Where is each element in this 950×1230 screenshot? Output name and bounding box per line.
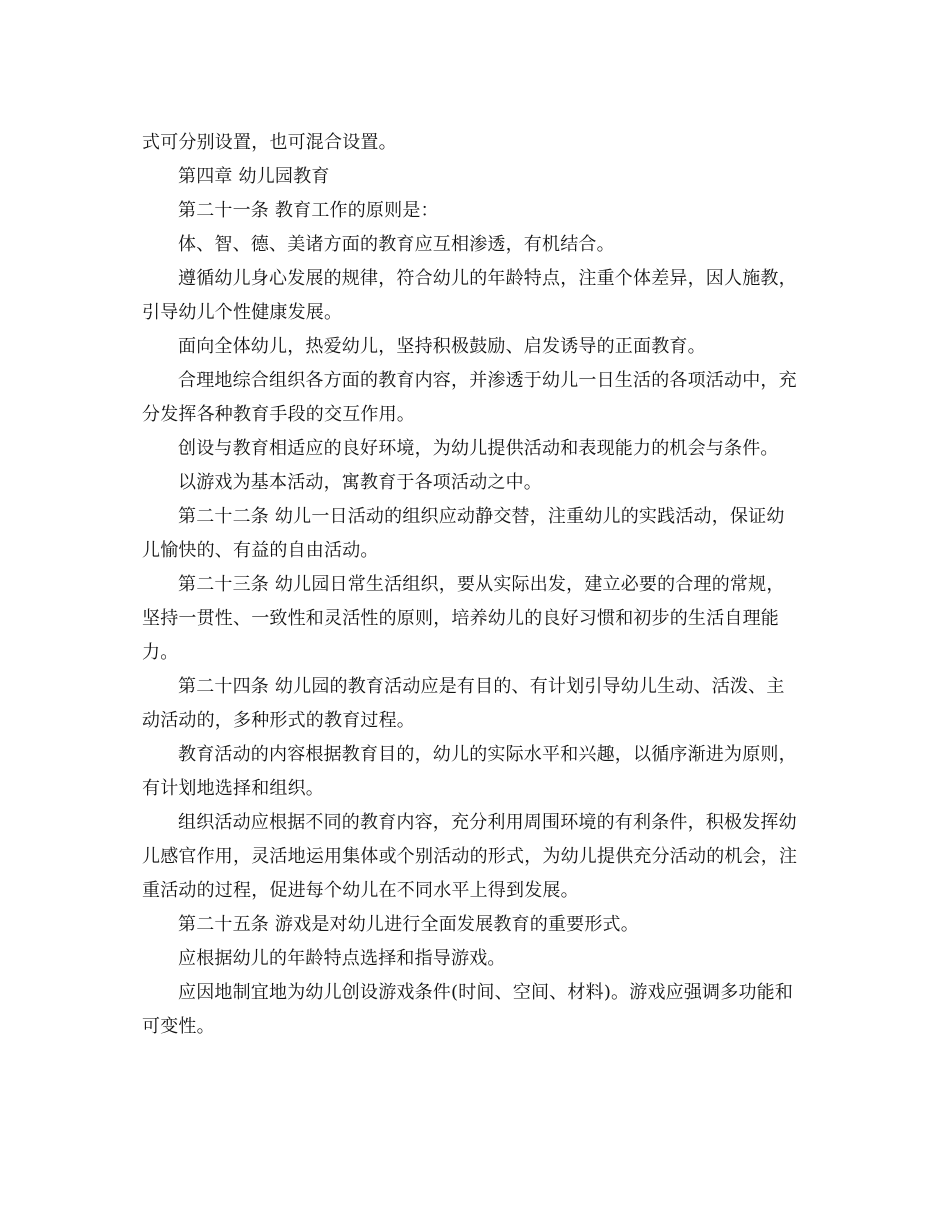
paragraph: 创设与教育相适应的良好环境，为幼儿提供活动和表现能力的机会与条件。: [178, 438, 779, 459]
article-21: 第二十一条 教育工作的原则是：: [178, 200, 439, 221]
article-23: 第二十三条 幼儿园日常生活组织，要从实际出发，建立必要的合理的常规，坚持一贯性、一致性和灵活性的原则，培养幼儿的良好习惯和初步的生活自理能力。: [142, 574, 785, 663]
paragraph: 以游戏为基本活动，寓教育于各项活动之中。: [178, 472, 542, 493]
article-24: 第二十四条 幼儿园的教育活动应是有目的、有计划引导幼儿生动、活泼、主动活动的，多种形式的教育过程。: [142, 676, 785, 731]
paragraph: 合理地综合组织各方面的教育内容，并渗透于幼儿一日生活的各项活动中，充分发挥各种教育手段的交互作用。: [142, 370, 797, 425]
document-body: [142, 126, 802, 1044]
article-25: 第二十五条 游戏是对幼儿进行全面发展教育的重要形式。: [178, 914, 639, 935]
paragraph: 体、智、德、美诸方面的教育应互相渗透，有机结合。: [178, 234, 615, 255]
chapter-heading: 第四章 幼儿园教育: [178, 166, 330, 187]
paragraph: 教育活动的内容根据教育目的，幼儿的实际水平和兴趣，以循序渐进为原则，有计划地选择和组织。: [142, 744, 797, 799]
paragraph-continuation: 式可分别设置，也可混合设置。: [142, 132, 397, 153]
paragraph: 面向全体幼儿，热爱幼儿，坚持积极鼓励、启发诱导的正面教育。: [178, 336, 706, 357]
paragraph: 组织活动应根据不同的教育内容，充分利用周围环境的有利条件，积极发挥幼儿感官作用，灵活地运用集体或个别活动的形式，为幼儿提供充分活动的机会，注重活动的过程，促进每个幼儿在不同水平上得到发展。: [142, 812, 798, 901]
paragraph: 应因地制宜地为幼儿创设游戏条件(时间、空间、材料)。游戏应强调多功能和可变性。: [142, 982, 794, 1037]
paragraph: 遵循幼儿身心发展的规律，符合幼儿的年龄特点，注重个体差异，因人施教，引导幼儿个性健康发展。: [142, 268, 797, 323]
paragraph: 应根据幼儿的年龄特点选择和指导游戏。: [178, 948, 506, 969]
article-22: 第二十二条 幼儿一日活动的组织应动静交替，注重幼儿的实践活动，保证幼儿愉快的、有益的自由活动。: [142, 506, 785, 561]
